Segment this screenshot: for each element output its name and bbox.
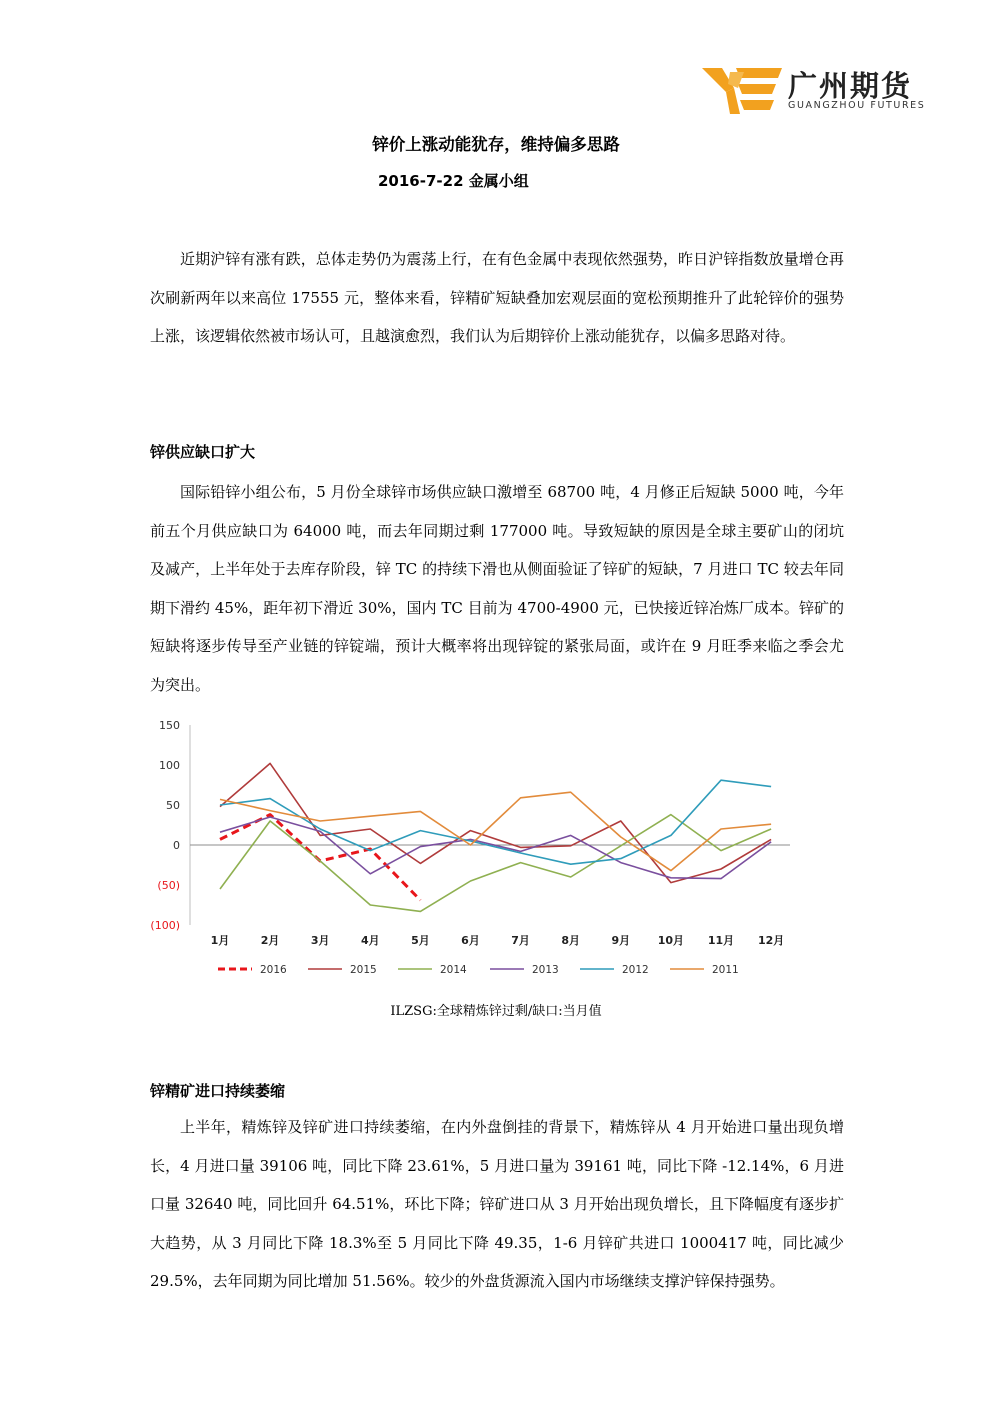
brand-logo (700, 62, 930, 118)
zinc-balance-line-chart (140, 712, 810, 987)
logo-text-cn: 广州期货 (788, 69, 913, 103)
y-tick-label: (100) (150, 919, 180, 932)
legend-label: 2012 (622, 964, 649, 976)
legend-label: 2015 (350, 964, 377, 976)
chart-caption: ILZSG:全球精炼锌过剩/缺口:当月值 (390, 1004, 602, 1019)
x-tick-label: 12月 (757, 934, 785, 947)
x-tick-label: 8月 (561, 934, 581, 947)
y-tick-label: (50) (157, 879, 180, 892)
series-line-2015 (220, 763, 771, 882)
x-tick-label: 9月 (611, 934, 631, 947)
logo-mark-icon (700, 62, 784, 118)
document-title: 锌价上涨动能犹存，维持偏多思路 (372, 135, 620, 154)
x-tick-label: 5月 (411, 934, 430, 947)
y-tick-label: 50 (166, 799, 180, 812)
series-line-2011 (220, 792, 771, 870)
y-tick-label: 0 (173, 839, 180, 852)
section-heading-concentrate-imports: 锌精矿进口持续萎缩 (150, 1082, 286, 1100)
x-tick-label: 1月 (210, 934, 230, 947)
section-heading-supply-gap: 锌供应缺口扩大 (150, 443, 256, 461)
series-line-2014 (220, 815, 771, 912)
x-tick-label: 10月 (657, 934, 685, 947)
x-tick-label: 11月 (707, 934, 735, 947)
intro-paragraph: 近期沪锌有涨有跌，总体走势仍为震荡上行，在有色金属中表现依然强势，昨日沪锌指数放量增仓再次刷新两年以来高位 17555 元，整体来看，锌精矿短缺叠加宏观层面的宽松预期推升了此轮锌价的强势上涨，该逻辑依然被市场认可，且越演愈烈，我们认为后期锌价上涨动能犹存，以偏多思路对待。 (150, 250, 844, 346)
concentrate-imports-paragraph: 上半年，精炼锌及锌矿进口持续萎缩，在内外盘倒挂的背景下，精炼锌从 4 月开始进口量出现负增长，4 月进口量 39106 吨，同比下降 23.61%，5 月进口量为 39161 吨，同比下降 -12.14%，6 月进口量 32640 吨，同比回升 64.51%，环比下降；锌矿进口从 3 月开始出现负增长，且下降幅度有逐步扩大趋势，从 3 月同比下降 18.3%至 5 月同比下降 49.35，1-6 月锌矿共进口 1000417 吨，同比减少 29.5%，去年同期为同比增加 51.56%。较少的外盘货源流入国内市场继续支撑沪锌保持强势。 (150, 1118, 844, 1291)
legend-label: 2013 (532, 964, 559, 976)
y-tick-label: 150 (159, 719, 180, 732)
x-tick-label: 2月 (260, 934, 280, 947)
legend-label: 2016 (260, 964, 287, 976)
y-tick-label: 100 (159, 759, 180, 772)
x-tick-label: 3月 (310, 934, 330, 947)
x-tick-label: 4月 (360, 934, 380, 947)
x-tick-label: 6月 (461, 934, 480, 947)
series-line-2016 (220, 815, 420, 901)
x-tick-label: 7月 (511, 934, 530, 947)
document-subtitle: 2016-7-22 金属小组 (378, 172, 529, 190)
supply-gap-paragraph: 国际铅锌小组公布，5 月份全球锌市场供应缺口激增至 68700 吨，4 月修正后短缺 5000 吨，今年前五个月供应缺口为 64000 吨，而去年同期过剩 177000 吨。导致短缺的原因是全球主要矿山的闭坑及减产，上半年处于去库存阶段，锌 TC 的持续下滑也从侧面验证了锌矿的短缺，7 月进口 TC 较去年同期下滑约 45%，距年初下滑近 30%，国内 TC 目前为 4700-4900 元，已快接近锌冶炼厂成本。锌矿的短缺将逐步传导至产业链的锌锭端，预计大概率将出现锌锭的紧张局面，或许在 9 月旺季来临之季会尤为突出。 (150, 483, 844, 694)
legend-label: 2014 (440, 964, 467, 976)
legend-label: 2011 (712, 964, 739, 976)
logo-text-en: GUANGZHOU FUTURES (788, 100, 926, 111)
